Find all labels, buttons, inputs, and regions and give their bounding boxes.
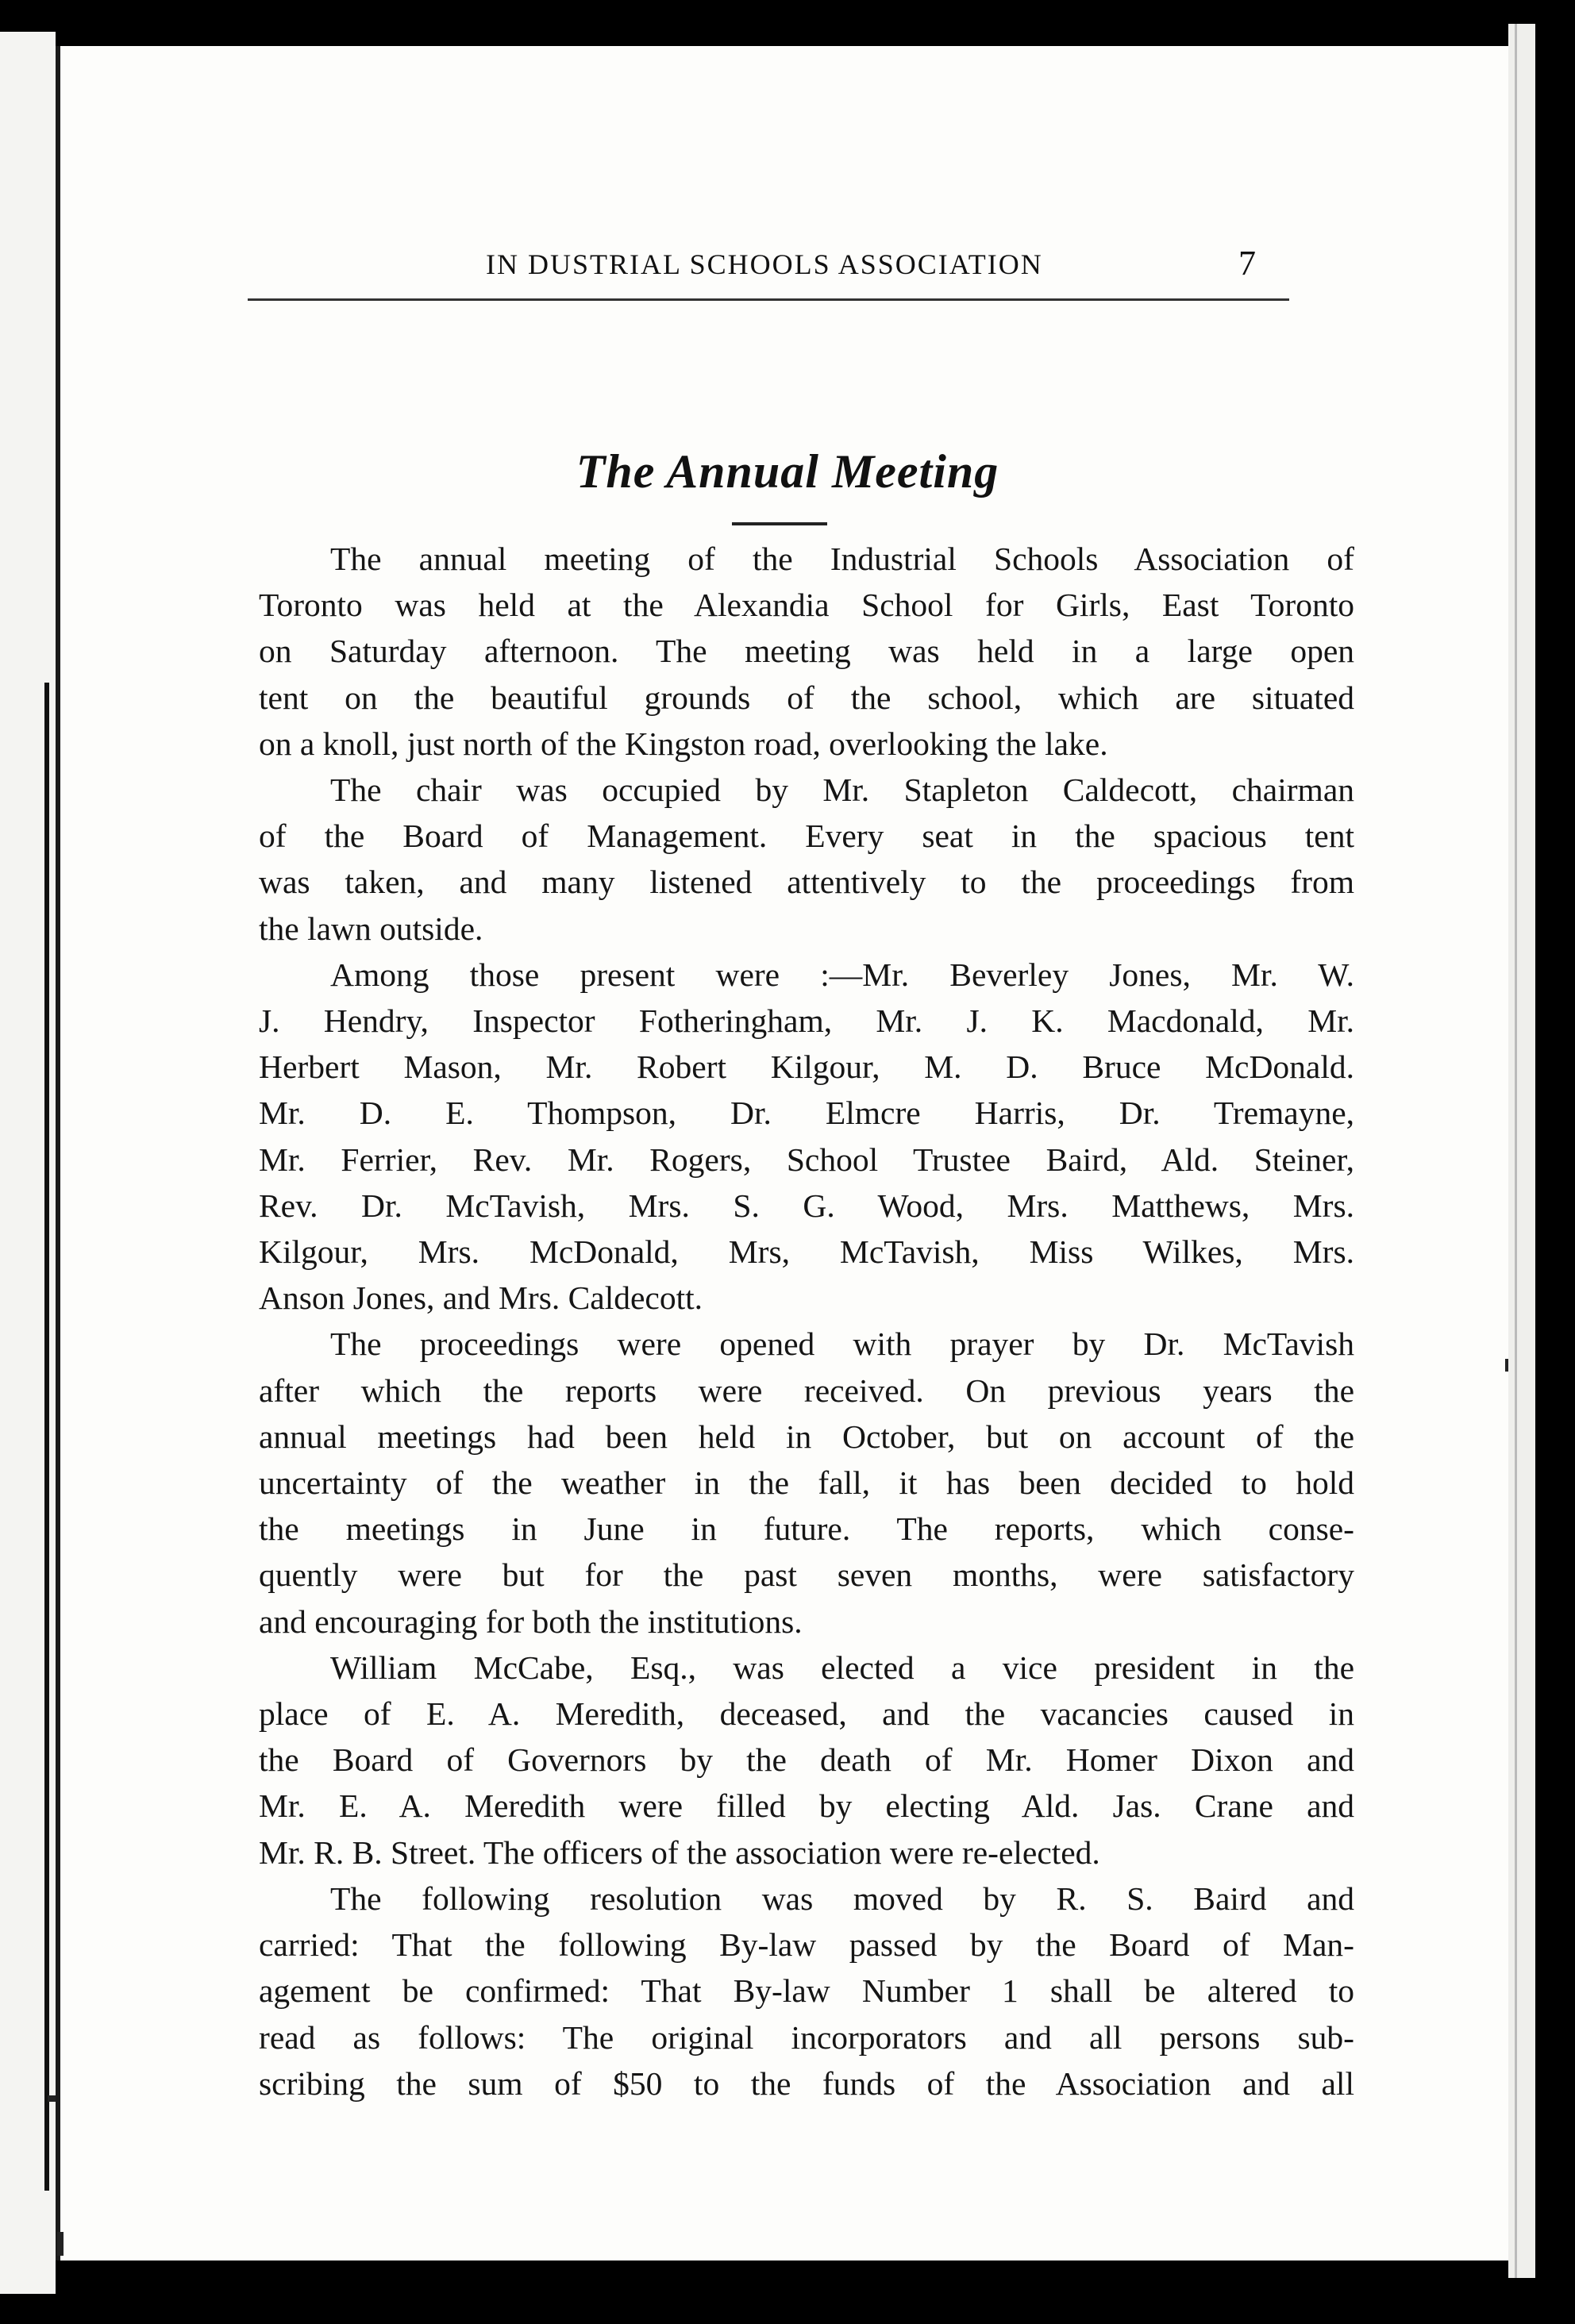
text-line: J. Hendry, Inspector Fotheringham, Mr. J. K. Macdonald, Mr. [259, 1002, 1354, 1040]
text-line: Mr. D. E. Thompson, Dr. Elmcre Harris, Dr. Tremayne, [259, 1095, 1354, 1132]
text-line: on Saturday afternoon. The meeting was held in a large open [259, 633, 1354, 670]
left-page-edge [0, 32, 56, 2294]
scan-speck [57, 2232, 64, 2256]
article-title: The Annual Meeting [576, 445, 999, 498]
page-edge-line [1515, 24, 1517, 2278]
text-line: carried: That the following By-law passed by the Board of Man- [259, 1926, 1354, 1964]
text-line: scribing the sum of $50 to the funds of the Association and all [259, 2064, 1354, 2102]
running-title: IN DUSTRIAL SCHOOLS ASSOCIATION [486, 248, 1043, 280]
scan-speck [1505, 1359, 1508, 1372]
text-line: Herbert Mason, Mr. Robert Kilgour, M. D. Bruce McDonald. [259, 1048, 1354, 1086]
header-rule [248, 298, 1289, 301]
text-line: Mr. E. A. Meredith were filled by electing Ald. Jas. Crane and [259, 1787, 1354, 1825]
text-line: the meetings in June in future. The reports, which conse- [259, 1510, 1354, 1548]
text-line: read as follows: The original incorporators and all persons sub- [259, 2018, 1354, 2056]
text-line: William McCabe, Esq., was elected a vice president in the [330, 1649, 1354, 1686]
text-line: tent on the beautiful grounds of the school, which are situated [259, 679, 1354, 716]
text-line: Rev. Dr. McTavish, Mrs. S. G. Wood, Mrs. Matthews, Mrs. [259, 1187, 1354, 1224]
text-line: Anson Jones, and Mrs. Caldecott. [259, 1279, 703, 1317]
text-line: Mr. R. B. Street. The officers of the association were re-elected. [259, 1833, 1100, 1871]
text-line: of the Board of Management. Every seat in the spacious tent [259, 818, 1354, 855]
binding-spine [44, 683, 49, 2191]
text-line: The chair was occupied by Mr. Stapleton Caldecott, chairman [330, 771, 1354, 809]
text-line: The proceedings were opened with prayer by Dr. McTavish [330, 1326, 1354, 1363]
right-page-edge [1508, 24, 1535, 2278]
scan-speck [48, 2095, 56, 2102]
text-line: The annual meeting of the Industrial Schools Association of [330, 541, 1354, 577]
text-line: was taken, and many listened attentively to the proceedings from [259, 864, 1354, 901]
text-line: the Board of Governors by the death of Mr. Homer Dixon and [259, 1741, 1354, 1779]
text-line: Among those present were :—Mr. Beverley Jones, Mr. W. [330, 956, 1354, 993]
page-number: 7 [1238, 244, 1256, 283]
text-line: quently were but for the past seven months, were satisfactory [259, 1556, 1354, 1594]
text-line: Mr. Ferrier, Rev. Mr. Rogers, School Trustee Baird, Ald. Steiner, [259, 1141, 1354, 1178]
text-line: place of E. A. Meredith, deceased, and the vacancies caused in [259, 1695, 1354, 1733]
text-line: Kilgour, Mrs. McDonald, Mrs, McTavish, Miss Wilkes, Mrs. [259, 1233, 1354, 1271]
text-line: after which the reports were received. On previous years the [259, 1372, 1354, 1409]
text-line: uncertainty of the weather in the fall, it has been decided to hold [259, 1464, 1354, 1502]
running-header [248, 244, 1296, 292]
article-body [259, 536, 1354, 2107]
text-line: and encouraging for both the institutions. [259, 1603, 803, 1640]
text-line: the lawn outside. [259, 910, 483, 947]
text-line: agement be confirmed: That By-law Number 1 shall be altered to [259, 1972, 1354, 2010]
title-rule [732, 522, 827, 525]
text-line: The following resolution was moved by R. S. Baird and [330, 1880, 1354, 1917]
text-line: annual meetings had been held in October, but on account of the [259, 1418, 1354, 1455]
text-line: Toronto was held at the Alexandia School for Girls, East Toronto [259, 587, 1354, 624]
text-line: on a knoll, just north of the Kingston road, overlooking the lake. [259, 725, 1108, 762]
